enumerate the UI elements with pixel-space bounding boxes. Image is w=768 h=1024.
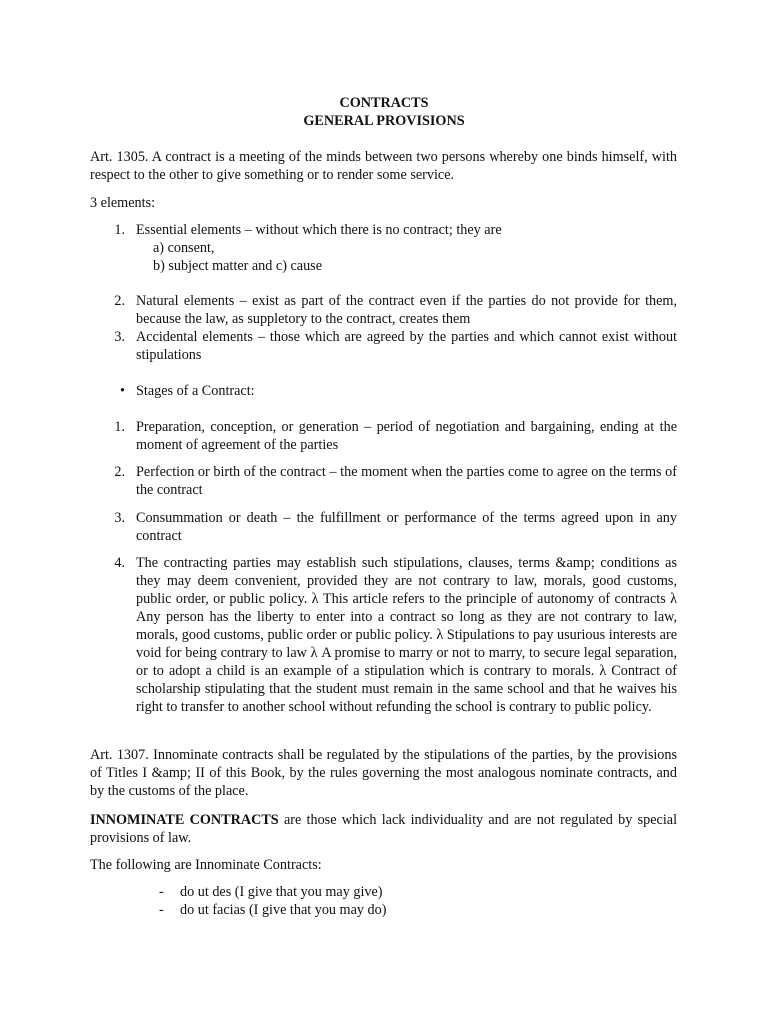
element-3-text: Accidental elements – those which are agreed by the parties and which cannot exist without stipulations (136, 329, 677, 363)
list-item: do ut facias (I give that you may do) (180, 902, 387, 918)
elements-heading: 3 elements: (90, 195, 156, 211)
stage-1-number: 1. (114, 419, 125, 435)
stage-3-number: 3. (114, 510, 125, 526)
art-1305-paragraph: Art. 1305. A contract is a meeting of the minds between two persons whereby one binds himself, with respect to the other to give something or to render some service. (90, 149, 677, 183)
art-1307-paragraph: Art. 1307. Innominate contracts shall be regulated by the stipulations of the parties, by the provisions of Titles I &amp; II of this Book, by the rules governing the most analogous nominate contracts, and by the customs of the place. (90, 747, 677, 799)
element-1-text: Essential elements – without which there is no contract; they are (136, 222, 502, 238)
title-line-1: CONTRACTS (339, 95, 429, 111)
stage-2-number: 2. (114, 464, 125, 480)
stage-4-number: 4. (114, 555, 125, 571)
list-dash: - (159, 884, 164, 900)
stages-bullet: • (120, 383, 125, 399)
list-dash: - (159, 902, 164, 918)
element-3-number: 3. (114, 329, 125, 345)
list-item: do ut des (I give that you may give) (180, 884, 383, 900)
title-line-2: GENERAL PROVISIONS (303, 113, 465, 129)
stage-2-text: Perfection or birth of the contract – the moment when the parties come to agree on the terms of the contract (136, 464, 677, 498)
element-2-text: Natural elements – exist as part of the contract even if the parties do not provide for them, because the law, as suppletory to the contract, creates them (136, 293, 677, 327)
stage-3-text: Consummation or death – the fulfillment or performance of the terms agreed upon in any contract (136, 510, 677, 544)
essential-sub-b: b) subject matter and c) cause (153, 258, 322, 274)
element-1-number: 1. (114, 222, 125, 238)
stages-heading: Stages of a Contract: (136, 383, 255, 399)
stage-4-text: The contracting parties may establish such stipulations, clauses, terms &amp; conditions as they may deem convenient, provided they are not contrary to law, morals, good customs, public order, or public policy. λ This article refers to the principle of autonomy of contracts λ Any person has the liberty to enter into a contract so long as they are not contrary to law, morals, good customs, public order or public policy. λ Stipulations to pay usurious interests are void for being contrary to law λ A promise to marry or not to marry, to secure legal separation, or to adopt a child is an example of a stipulation which is contrary to morals. λ Contract of scholarship stipulating that the student must remain in the same school and that he waives his right to transfer to another school without refunding the school is contrary to public policy. (136, 555, 677, 715)
essential-sub-a: a) consent, (153, 240, 215, 256)
stage-1-text: Preparation, conception, or generation – period of negotiation and bargaining, ending at the moment of agreement of the parties (136, 419, 677, 453)
element-2-number: 2. (114, 293, 125, 309)
innominate-definition-text: are those which lack individuality and are not regulated by special provisions of law. (90, 812, 678, 846)
innominate-term: INNOMINATE CONTRACTS (90, 812, 279, 828)
following-heading: The following are Innominate Contracts: (90, 857, 322, 873)
innominate-definition (90, 811, 677, 847)
